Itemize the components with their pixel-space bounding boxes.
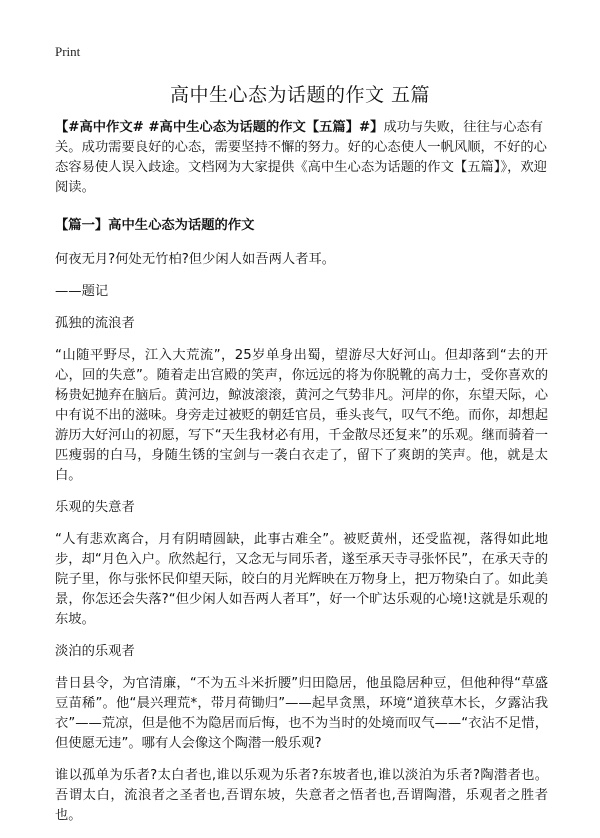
section-heading: 【篇一】高中生心态为话题的作文 bbox=[55, 218, 255, 233]
intro-paragraph bbox=[55, 118, 548, 198]
paragraph-conclusion: 谁以孤单为乐者?太白者也,谁以乐观为乐者?东坡者也,谁以淡泊为乐者?陶潜者也。吾谓太白，流浪者之圣者也,吾谓东坡，失意者之悟者也,吾谓陶潜，乐观者之胜者也。 bbox=[55, 768, 548, 823]
subheading-wanderer: 孤独的流浪者 bbox=[55, 316, 135, 331]
subheading-tranquil: 淡泊的乐观者 bbox=[55, 644, 135, 659]
subheading-optimist: 乐观的失意者 bbox=[55, 500, 135, 515]
paragraph-tranquil: 昔日县令，为官清廉，“不为五斗米折腰”归田隐居，他虽隐居种豆，但他种得“草盛豆苗稀”。他“晨兴理荒*，带月荷锄归”——起早贪黑，环境“道狭草木长，夕露沾我衣”——荒凉，但是他不为隐居而后悔，也不为当时的处境而叹气——“衣沾不足惜，但使愿无违”。哪有人会像这个陶潜一般乐观? bbox=[55, 676, 548, 751]
article-body bbox=[55, 118, 548, 838]
intro-text: 成功与失败，往往与心态有关。成功需要良好的心态，需要坚持不懈的努力。好的心态使人一帆风顺，不好的心态容易使人误入歧途。文档网为大家提供《高中生心态为话题的作文【五篇】》，欢迎阅读。 bbox=[55, 120, 547, 195]
page-title: 高中生心态为话题的作文 五篇 bbox=[169, 84, 431, 106]
paragraph-wanderer: “山随平野尽，江入大荒流”，25岁单身出蜀，望游尽大好河山。但却落到“去的开心，回的失意”。随着走出宫殿的笑声，你远远的将为你脱靴的高力士，受你喜欢的杨贵妃抛弃在脑后。黄河边，鲸波滚滚，黄河之气势非凡。河岸的你，东望天际，心中有说不出的滋味。身旁走过被贬的朝廷官员，垂头丧气，叹气不绝。而你，却想起游历大好河山的初愿，写下“天生我材必有用，千金散尽还复来”的乐观。继而骑着一匹瘦弱的白马，身随生锈的宝剑与一袭白衣走了，留下了爽朗的笑声。他，就是太白。 bbox=[55, 348, 548, 483]
paragraph-optimist: “人有悲欢离合，月有阴晴圆缺，此事古难全”。被贬黄州，还受监视，落得如此地步，却“月色入户。欣然起行，又念无与同乐者，遂至承天寺寻张怀民”，在承天寺的院子里，你与张怀民仰望天际，皎白的月光辉映在万物身上，把万物染白了。如此美景，你怎还会失落?“但少闲人如吾两人者耳”，好一个旷达乐观的心境!这就是乐观的东坡。 bbox=[55, 532, 548, 627]
print-link[interactable]: Print bbox=[55, 44, 81, 59]
intro-tags: 【#高中作文# #高中生心态为话题的作文【五篇】#】 bbox=[55, 120, 384, 135]
epigraph: ——题记 bbox=[55, 284, 109, 299]
poem-line: 何夜无月?何处无竹柏?但少闲人如吾两人者耳。 bbox=[55, 252, 336, 267]
